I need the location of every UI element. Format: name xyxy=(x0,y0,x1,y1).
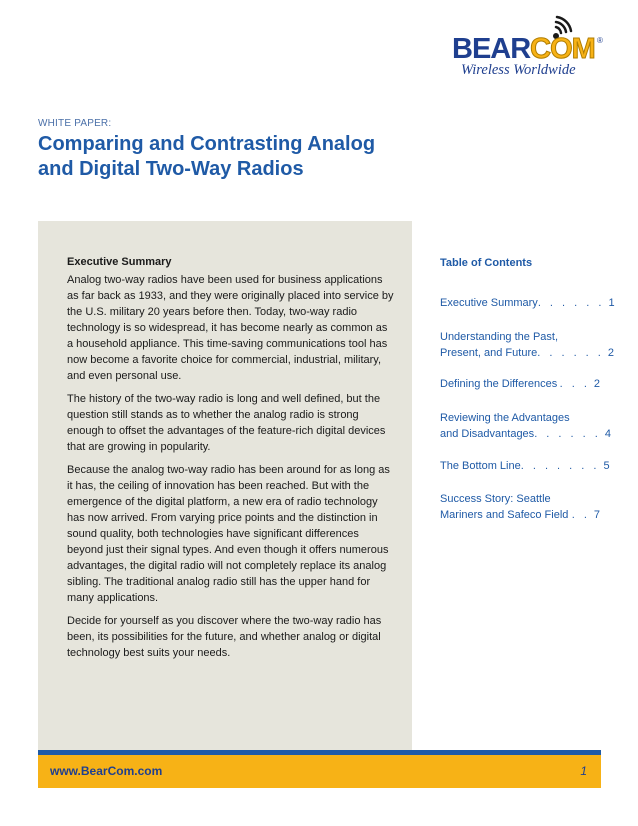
executive-summary-heading: Executive Summary xyxy=(67,256,172,268)
toc-item-page: 2 xyxy=(593,378,600,390)
toc-item-label: The Bottom Line xyxy=(440,460,521,472)
executive-summary-body xyxy=(67,272,395,668)
title-line-1: Comparing and Contrasting Analog xyxy=(38,133,376,155)
document-kicker: WHITE PAPER: xyxy=(38,118,112,129)
toc-item-label: Success Story: Seattle xyxy=(440,493,551,505)
summary-paragraph: The history of the two-way radio is long and well defined, but the question still stands as to whether the analog radio is strong enough to offset the advantages of the feature-rich digital devices that are growing in popularity. xyxy=(67,393,386,453)
footer-bar xyxy=(38,755,601,788)
toc-item-executive-summary[interactable] xyxy=(440,295,615,311)
footer-page-number: 1 xyxy=(580,764,587,778)
toc-leader-dots: . . . . . . xyxy=(537,297,605,309)
registered-mark: ® xyxy=(597,36,603,45)
toc-item-reviewing-the-advantages[interactable] xyxy=(440,410,611,442)
summary-paragraph: Decide for yourself as you discover where the two-way radio has been, its possibilities for the future, and whether analog or digital technology best suits your needs. xyxy=(67,615,382,659)
toc-item-label: Executive Summary xyxy=(440,297,538,309)
logo-com-text: COM xyxy=(530,33,595,65)
logo-wordmark xyxy=(452,33,595,65)
toc-item-label: Understanding the Past, xyxy=(440,331,559,343)
toc-leader-dots: . . . . . . xyxy=(534,428,601,440)
toc-item-page: 2 xyxy=(607,347,614,359)
summary-paragraph: Because the analog two-way radio has been around for as long as it has, the ceiling of innovation has been reached. But with the emergence of the digital platform, a new era of radio technology has now arrived. From varying price points and the distinction in sound quality, both technologies have significant differences beyond just their signal types. And even though it offers numerous advantages, the digital radio will not completely replace its analog sibling. The traditional analog radio still has the upper hand for many applications. xyxy=(67,464,390,604)
document-title xyxy=(38,132,458,182)
toc-leader-dots: . . . . . . xyxy=(537,347,604,359)
toc-leader-dots: . . . . . . . xyxy=(520,460,600,472)
toc-item-page: 4 xyxy=(604,428,611,440)
title-line-2: and Digital Two-Way Radios xyxy=(38,158,304,180)
toc-heading: Table of Contents xyxy=(440,257,533,269)
toc-leader-dots: . . . xyxy=(559,378,590,390)
toc-item-page: 7 xyxy=(593,509,600,521)
toc-item-the-bottom-line[interactable] xyxy=(440,458,610,474)
toc-item-page: 5 xyxy=(603,460,610,472)
toc-item-defining-the-differences[interactable] xyxy=(440,376,600,392)
toc-item-label: Mariners and Safeco Field xyxy=(440,509,569,521)
toc-item-label: and Disadvantages xyxy=(440,428,535,440)
bearcom-logo xyxy=(452,18,622,80)
footer-website-link[interactable]: www.BearCom.com xyxy=(50,764,163,778)
logo-bear-text: BEAR xyxy=(452,33,531,65)
toc-item-label: Present, and Future xyxy=(440,347,538,359)
logo-tagline: Wireless Worldwide xyxy=(461,62,576,78)
toc-leader-dots: . . xyxy=(571,509,590,521)
summary-paragraph: Analog two-way radios have been used for business applications as far back as 1933, and they were originally placed into service by the U.S. military 20 years before then. Today, two-way radio technology is so widespread, it has become nearly as common as a household appliance. This time-saving communications tool has now become a favorite choice for commercial, industrial, military, and even personal use. xyxy=(67,274,394,382)
toc-item-label: Reviewing the Advantages xyxy=(440,412,570,424)
toc-item-label: Defining the Differences xyxy=(440,378,558,390)
toc-item-page: 1 xyxy=(608,297,615,309)
toc-item-success-story[interactable] xyxy=(440,491,600,523)
toc-item-understanding-the-past[interactable] xyxy=(440,329,614,361)
